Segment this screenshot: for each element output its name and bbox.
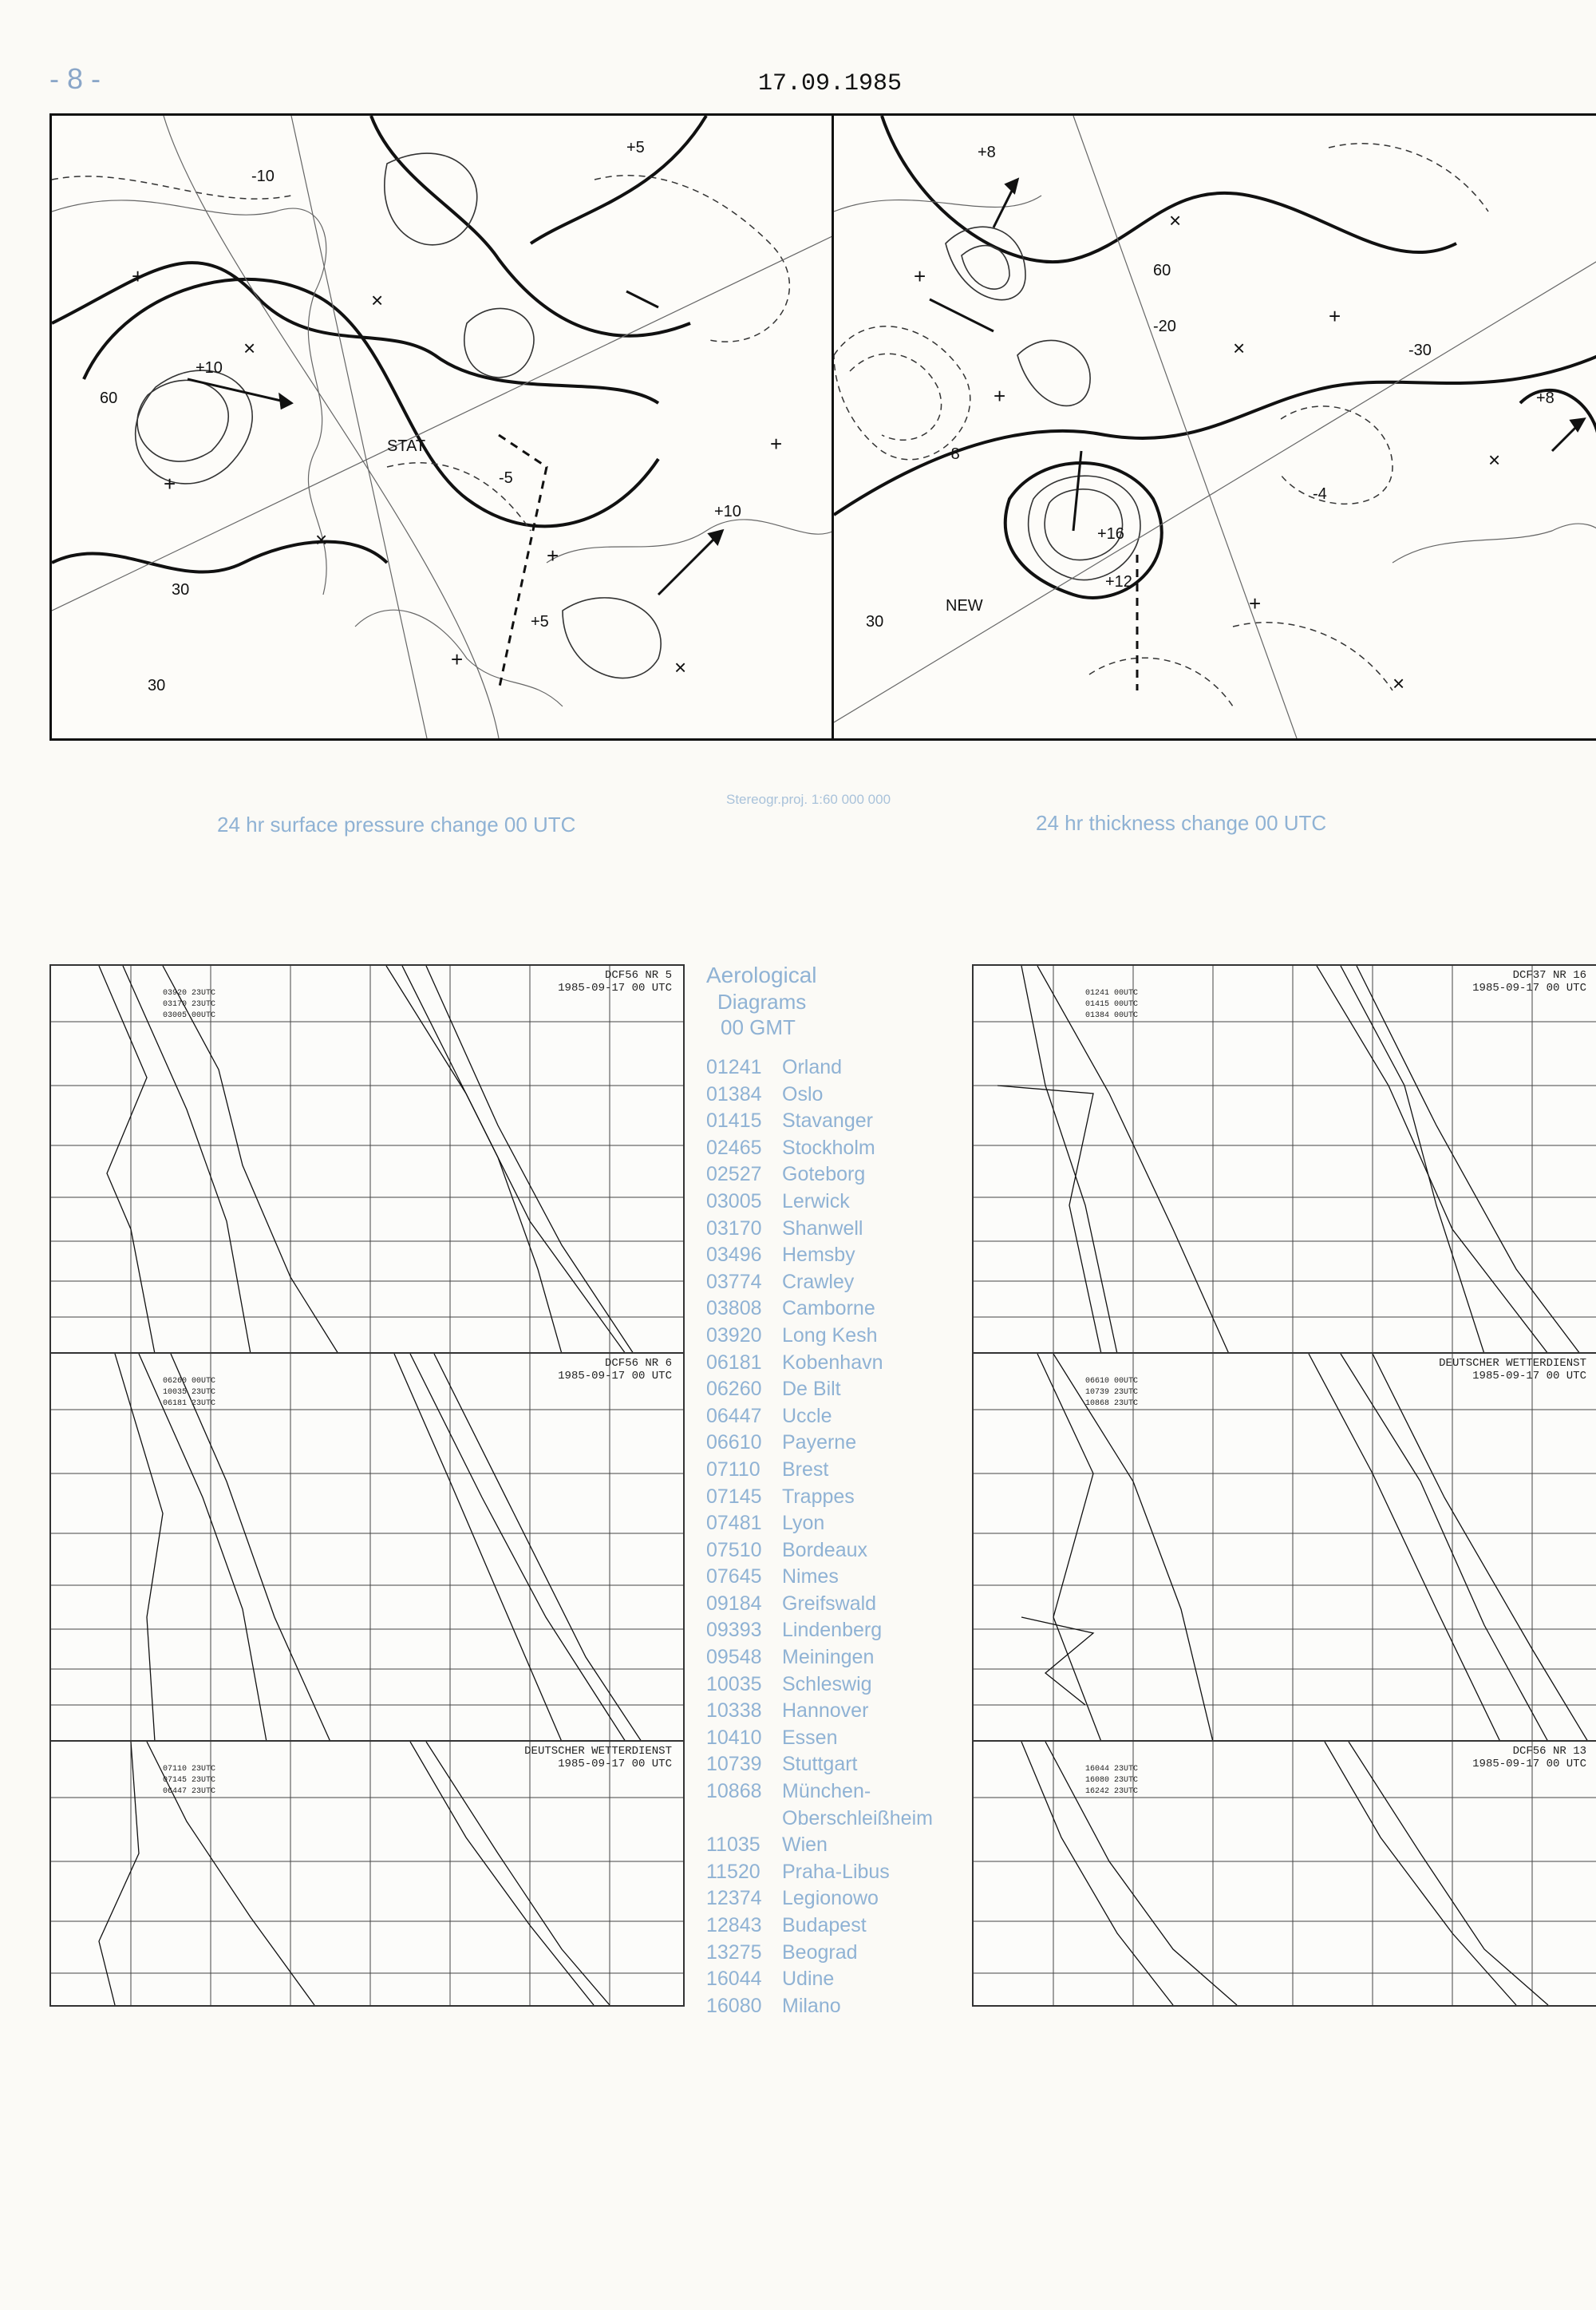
station-row [706,1054,970,1082]
thickness-map-drawing [834,116,1596,738]
station-name: Stuttgart [782,1753,858,1776]
station-row [706,1216,970,1243]
svg-text:×: × [1233,336,1246,360]
svg-text:×: × [315,528,328,552]
svg-text:+: + [1329,304,1341,328]
svg-text:+5: +5 [626,139,645,156]
station-name: Praha-Libus [782,1860,890,1883]
station-row [706,1108,970,1135]
station-name: Essen [782,1726,838,1749]
station-row [706,1350,970,1377]
station-row [706,1940,970,1967]
station-code: 11520 [706,1860,760,1883]
diagram-3-header: DEUTSCHER WETTERDIENST 1985-09-17 00 UTC [524,1745,672,1770]
station-row [706,1537,970,1564]
thickness-change-map [832,113,1596,741]
station-name: Schleswig [782,1672,872,1695]
station-row [706,1161,970,1189]
station-code: 11035 [706,1833,760,1857]
page-date: 17.09.1985 [758,70,903,97]
station-name: Crawley [782,1270,855,1293]
station-code: 07510 [706,1538,762,1561]
station-name: Stockholm [782,1136,875,1159]
svg-text:NEW: NEW [946,597,983,615]
svg-text:-5: -5 [499,469,513,487]
station-name: Oberschleißheim [782,1806,933,1829]
station-name: Brest [782,1458,829,1481]
station-code: 01384 [706,1082,762,1106]
diagram-5-grid [974,1354,1596,1742]
station-name: Lindenberg [782,1619,883,1642]
station-row [706,1295,970,1323]
svg-text:+8: +8 [1536,390,1555,407]
station-row [706,1644,970,1671]
diagram-1-grid [51,966,683,1354]
station-code: 03170 [706,1216,762,1240]
station-row [706,1806,970,1833]
svg-text:+: + [770,432,783,456]
station-name: Wien [782,1833,828,1857]
svg-text:×: × [243,336,256,360]
station-name: Hannover [782,1699,869,1723]
diagram-2-header: DCF56 NR 6 1985-09-17 00 UTC [558,1357,672,1382]
projection-label: Stereogr.proj. 1:60 000 000 [726,792,891,807]
station-code: 01415 [706,1110,762,1133]
station-code: 10868 [706,1780,762,1803]
station-row [706,1778,970,1806]
diagram-4-legend: 01241 00UTC 01415 00UTC 01384 00UTC [1085,989,1139,1020]
station-code: 03496 [706,1244,762,1267]
station-code: 09393 [706,1619,762,1642]
surface-pressure-change-map [49,113,836,741]
diagram-4-grid [974,966,1596,1354]
station-name: Meiningen [782,1646,875,1669]
svg-text:+16: +16 [1097,525,1124,543]
station-name: Long Kesh [782,1323,878,1347]
station-name: Lyon [782,1512,825,1535]
station-code: 03774 [706,1270,762,1293]
aerological-diagram-6 [972,1740,1596,2007]
station-row [706,1510,970,1537]
svg-text:+10: +10 [714,503,741,520]
station-row [706,1859,970,1886]
svg-text:+10: +10 [196,359,223,377]
aerological-station-list [706,962,970,2019]
station-name: Kobenhavn [782,1351,883,1374]
station-code: 09548 [706,1646,762,1669]
station-code: 03005 [706,1189,762,1212]
station-name: Udine [782,1968,835,1991]
diagram-6-header: DCF56 NR 13 1985-09-17 00 UTC [1472,1745,1586,1770]
station-name: De Bilt [782,1378,841,1401]
svg-text:×: × [1393,671,1405,695]
station-row [706,1617,970,1644]
aerological-title: Aerological [706,963,817,987]
aerological-diagram-1 [49,964,685,1355]
station-row [706,1484,970,1511]
svg-text:-30: -30 [1408,342,1432,359]
station-code: 10410 [706,1726,762,1749]
station-code [706,1806,782,1833]
station-row [706,1135,970,1162]
station-code: 06260 [706,1378,762,1401]
station-code: 10739 [706,1753,762,1776]
station-name: Oslo [782,1082,824,1106]
svg-text:30: 30 [866,613,884,631]
diagram-3-legend: 07110 23UTC 07145 23UTC 06447 23UTC [163,1765,216,1796]
station-code: 06181 [706,1351,762,1374]
station-row [706,1966,970,1993]
station-code: 01241 [706,1056,762,1078]
station-name: Nimes [782,1565,839,1588]
svg-text:×: × [674,655,687,679]
station-name: Beograd [782,1940,858,1964]
station-row [706,1376,970,1403]
station-name: München- [782,1780,871,1803]
station-row [706,1564,970,1591]
aerological-diagram-3 [49,1740,685,2007]
station-name: Legionowo [782,1887,879,1910]
diagram-4-header: DCF37 NR 16 1985-09-17 00 UTC [1472,969,1586,995]
station-code: 10338 [706,1699,762,1723]
svg-text:+: + [914,264,926,288]
svg-text:+: + [1249,591,1262,615]
station-code: 13275 [706,1940,762,1964]
station-name: Payerne [782,1431,857,1454]
diagram-5-header: DEUTSCHER WETTERDIENST 1985-09-17 00 UTC [1439,1357,1586,1382]
station-name: Hemsby [782,1244,855,1267]
svg-text:30: 30 [148,677,166,694]
diagram-6-legend: 16044 23UTC 16080 23UTC 16242 23UTC [1085,1765,1139,1796]
svg-text:+: + [132,264,144,288]
svg-text:-10: -10 [251,168,275,185]
svg-text:-20: -20 [1153,318,1176,335]
station-rows [706,1054,970,2019]
station-row [706,1323,970,1350]
svg-text:60: 60 [1153,262,1171,279]
svg-text:+12: +12 [1105,573,1132,591]
station-name: Shanwell [782,1216,863,1240]
station-code: 07645 [706,1565,762,1588]
svg-text:-4: -4 [1313,485,1327,503]
aerological-diagram-2 [49,1352,685,1743]
aerological-diagram-4 [972,964,1596,1355]
station-row [706,1269,970,1296]
station-row [706,1430,970,1457]
station-name: Budapest [782,1914,867,1936]
station-code: 09184 [706,1592,762,1615]
svg-text:+: + [451,647,464,671]
svg-text:30: 30 [172,581,190,599]
diagram-2-grid [51,1354,683,1742]
station-code: 12843 [706,1914,762,1936]
svg-text:+: + [164,472,176,496]
station-row [706,1725,970,1752]
svg-text:-8: -8 [946,445,960,463]
svg-text:×: × [1488,448,1501,472]
diagram-2-legend: 06260 00UTC 10035 23UTC 06181 23UTC [163,1377,216,1408]
station-row [706,1993,970,2020]
station-row [706,1242,970,1269]
svg-text:×: × [371,288,384,312]
diagram-3-grid [51,1742,683,2005]
station-name: Stavanger [782,1110,873,1133]
station-row [706,1912,970,1940]
station-code: 02527 [706,1163,762,1186]
station-code: 10035 [706,1672,762,1695]
svg-text:STAT: STAT [387,437,426,455]
station-row [706,1671,970,1699]
left-map-caption: 24 hr surface pressure change 00 UTC [217,813,576,837]
svg-text:×: × [1169,208,1182,232]
station-name: Uccle [782,1404,832,1427]
svg-text:+8: +8 [978,144,996,161]
right-map-caption: 24 hr thickness change 00 UTC [1036,811,1327,835]
station-code: 07145 [706,1485,762,1508]
station-code: 07110 [706,1458,760,1481]
station-row [706,1885,970,1912]
station-name: Lerwick [782,1189,850,1212]
station-name: Goteborg [782,1163,866,1186]
station-row [706,1751,970,1778]
svg-text:+: + [547,544,559,568]
station-code: 12374 [706,1887,762,1910]
station-code: 03808 [706,1297,762,1320]
station-code: 03920 [706,1323,762,1347]
station-code: 16080 [706,1994,762,2017]
station-row [706,1403,970,1430]
station-row [706,1591,970,1618]
svg-text:+5: +5 [531,613,549,631]
diagram-1-header: DCF56 NR 5 1985-09-17 00 UTC [558,969,672,995]
station-name: Trappes [782,1485,855,1508]
page-number: - 8 - [49,62,101,95]
svg-text:60: 60 [100,390,118,407]
station-code: 02465 [706,1136,762,1159]
station-row [706,1082,970,1109]
surface-pressure-map-drawing [52,116,834,738]
aerological-diagram-5 [972,1352,1596,1743]
station-row [706,1698,970,1725]
station-code: 07481 [706,1512,762,1535]
diagram-5-legend: 06610 00UTC 10739 23UTC 10868 23UTC [1085,1377,1139,1408]
diagram-1-legend: 03920 23UTC 03170 23UTC 03005 00UTC [163,989,216,1020]
station-code: 06447 [706,1404,762,1427]
aerological-subtitle: Diagrams [717,990,807,1014]
station-row [706,1189,970,1216]
station-name: Orland [782,1056,843,1078]
diagram-6-grid [974,1742,1596,2005]
station-code: 16044 [706,1968,762,1991]
aerological-time: 00 GMT [721,1015,796,1039]
station-code: 06610 [706,1431,762,1454]
station-name: Bordeaux [782,1538,868,1561]
station-row [706,1457,970,1484]
svg-text:+: + [994,384,1006,408]
station-name: Greifswald [782,1592,877,1615]
station-name: Camborne [782,1297,875,1320]
station-row [706,1832,970,1859]
station-name: Milano [782,1994,841,2017]
